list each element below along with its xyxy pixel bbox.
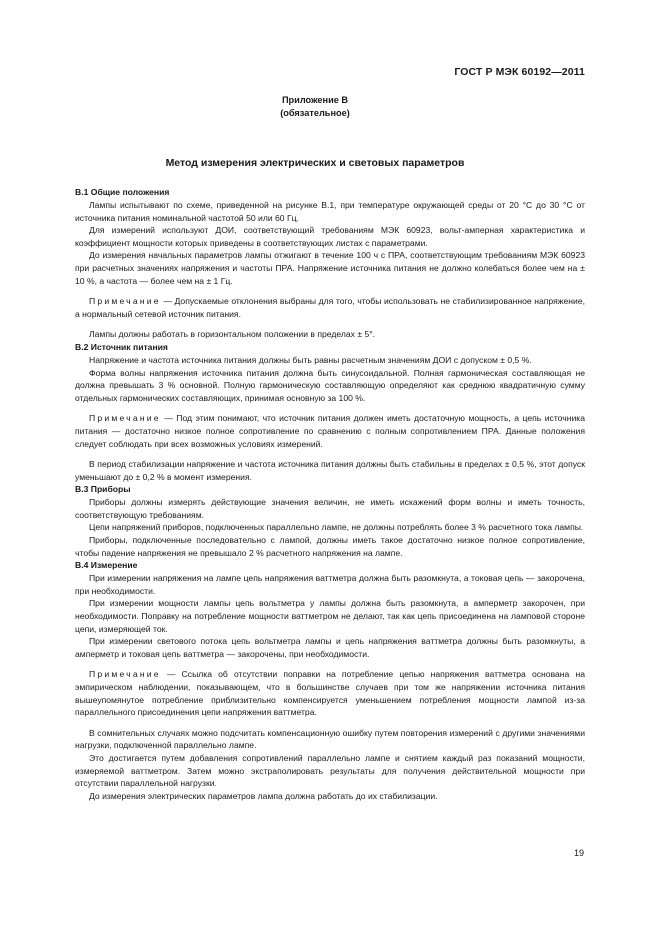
paragraph: Лампы должны работать в горизонтальном положении в пределах ± 5°. xyxy=(89,329,376,340)
section-b3-heading: В.3 Приборы xyxy=(75,484,131,495)
annex-heading xyxy=(0,94,630,120)
section-b4-heading: В.4 Измерение xyxy=(75,560,138,571)
paragraph: Для измерений используют ДОИ, соответствующий требованиям МЭК 60923, вольт-амперная характеристика и коэффициент мощности которых приведены в соответствующих листах с параметрами. xyxy=(75,225,585,248)
note xyxy=(75,668,585,718)
paragraph: Напряжение и частота источника питания должны быть равны расчетным значениям ДОИ с допуском ± 0,5 %. xyxy=(89,354,532,365)
section-b1-heading: В.1 Общие положения xyxy=(75,187,170,197)
note-label: Примечание xyxy=(89,413,161,424)
document-body xyxy=(75,186,585,802)
paragraph: До измерения электрических параметров лампа должна работать до их стабилизации. xyxy=(89,790,438,801)
paragraph: Приборы, подключенные последовательно с лампой, должны иметь такое достаточно низкое полное сопротивление, чтобы падение напряжения не превышало 2 % расчетного напряжения на лампе. xyxy=(75,535,585,558)
paragraph: При измерении светового потока цепь вольтметра лампы и цепь напряжения ваттметра должны быть разомкнуты, а амперметр и токовая цепь ваттметра — закорочены, при необходимости. xyxy=(75,636,585,659)
note-text: — Допускаемые отклонения выбраны для того, чтобы использовать не стабилизированное напряжение, а нормальный сетевой источник питания. xyxy=(75,296,585,319)
annex-status: (обязательное) xyxy=(280,108,350,118)
annex-title: Приложение В xyxy=(281,95,349,105)
paragraph: Цепи напряжений приборов, подключенных параллельно лампе, не должны потреблять более 3 % расчетного тока лампы. xyxy=(89,522,584,533)
paragraph: Лампы испытывают по схеме, приведенной на рисунке В.1, при температуре окружающей среды от 20 °С до 30 °С от источника питания номинальной частотой 50 или 60 Гц. xyxy=(75,200,585,223)
page-number: 19 xyxy=(573,848,584,858)
standard-header: ГОСТ Р МЭК 60192—2011 xyxy=(454,66,585,78)
note xyxy=(75,412,585,450)
page-title: Метод измерения электрических и световых параметров xyxy=(165,157,465,169)
note-text: — Ссылка об отсутствии поправки на потребление цепью напряжения ваттметра основана на эмпирическом наблюдении, показывающем, что в большинстве случаев при том же напряжении источника питания вышеупомянутое потребление приблизительно компенсируется уменьшением потребления мощности лампой из-за параллельного присоединения цепи напряжения ваттметра. xyxy=(75,669,585,718)
paragraph: В период стабилизации напряжение и частота источника питания должны быть стабильны в пределах ± 0,5 %, этот допуск уменьшают до ± 0,2 % в момент измерения. xyxy=(75,459,585,482)
section-b2-heading: В.2 Источник питания xyxy=(75,341,168,352)
paragraph: В сомнительных случаях можно подсчитать компенсационную ошибку путем повторения измерений с другими значениями нагрузки, подключенной параллельно лампе. xyxy=(75,727,585,751)
note-text: — Под этим понимают, что источник питания должен иметь достаточную мощность, а цепь источника питания — достаточно низкое полное сопротивление по сравнению с полным сопротивлением ПРА. Данные положения следует соблюдать при всех возможных условиях измерений. xyxy=(75,413,585,449)
note-label: Примечание xyxy=(89,296,161,307)
paragraph: При измерении напряжения на лампе цепь напряжения ваттметра должна быть разомкнута, а токовая цепь — закорочена, при необходимости. xyxy=(75,573,585,596)
paragraph: Это достигается путем добавления сопротивлений параллельно лампе и снятием каждый раз показаний мощности, измеряемой ваттметром. Затем можно экстраполировать результаты для получения действительной мощности при отсутствии параллельной нагрузки. xyxy=(75,752,585,789)
paragraph: До измерения начальных параметров лампы отжигают в течение 100 ч с ПРА, соответствующим требованиям МЭК 60923 при расчетных значениях напряжения и частоты ПРА. Напряжение источника питания не должно колебаться более чем на ± 10 %, а частота — более чем на ± 1 Гц. xyxy=(75,250,585,286)
paragraph: Приборы должны измерять действующие значения величин, не иметь искажений форм волны и иметь точность, соответствующую требованиям. xyxy=(75,497,585,520)
paragraph: Форма волны напряжения источника питания должна быть синусоидальной. Полная гармоническая составляющая не должна превышать 3 % основной. Полную гармоническую составляющую определяют как среднюю квадратичную сумму отдельных гармонических составляющих, принимая основную за 100 %. xyxy=(75,367,585,403)
note xyxy=(75,295,585,320)
note-label: Примечание xyxy=(89,669,161,680)
paragraph: При измерении мощности лампы цепь вольтметра у лампы должна быть разомкнута, а амперметр закорочен, при необходимости. Поправку на потребление мощности ваттметром не делают, так как цепь присоединена на ламповой стороне цепи, измеряющей ток. xyxy=(75,598,585,634)
